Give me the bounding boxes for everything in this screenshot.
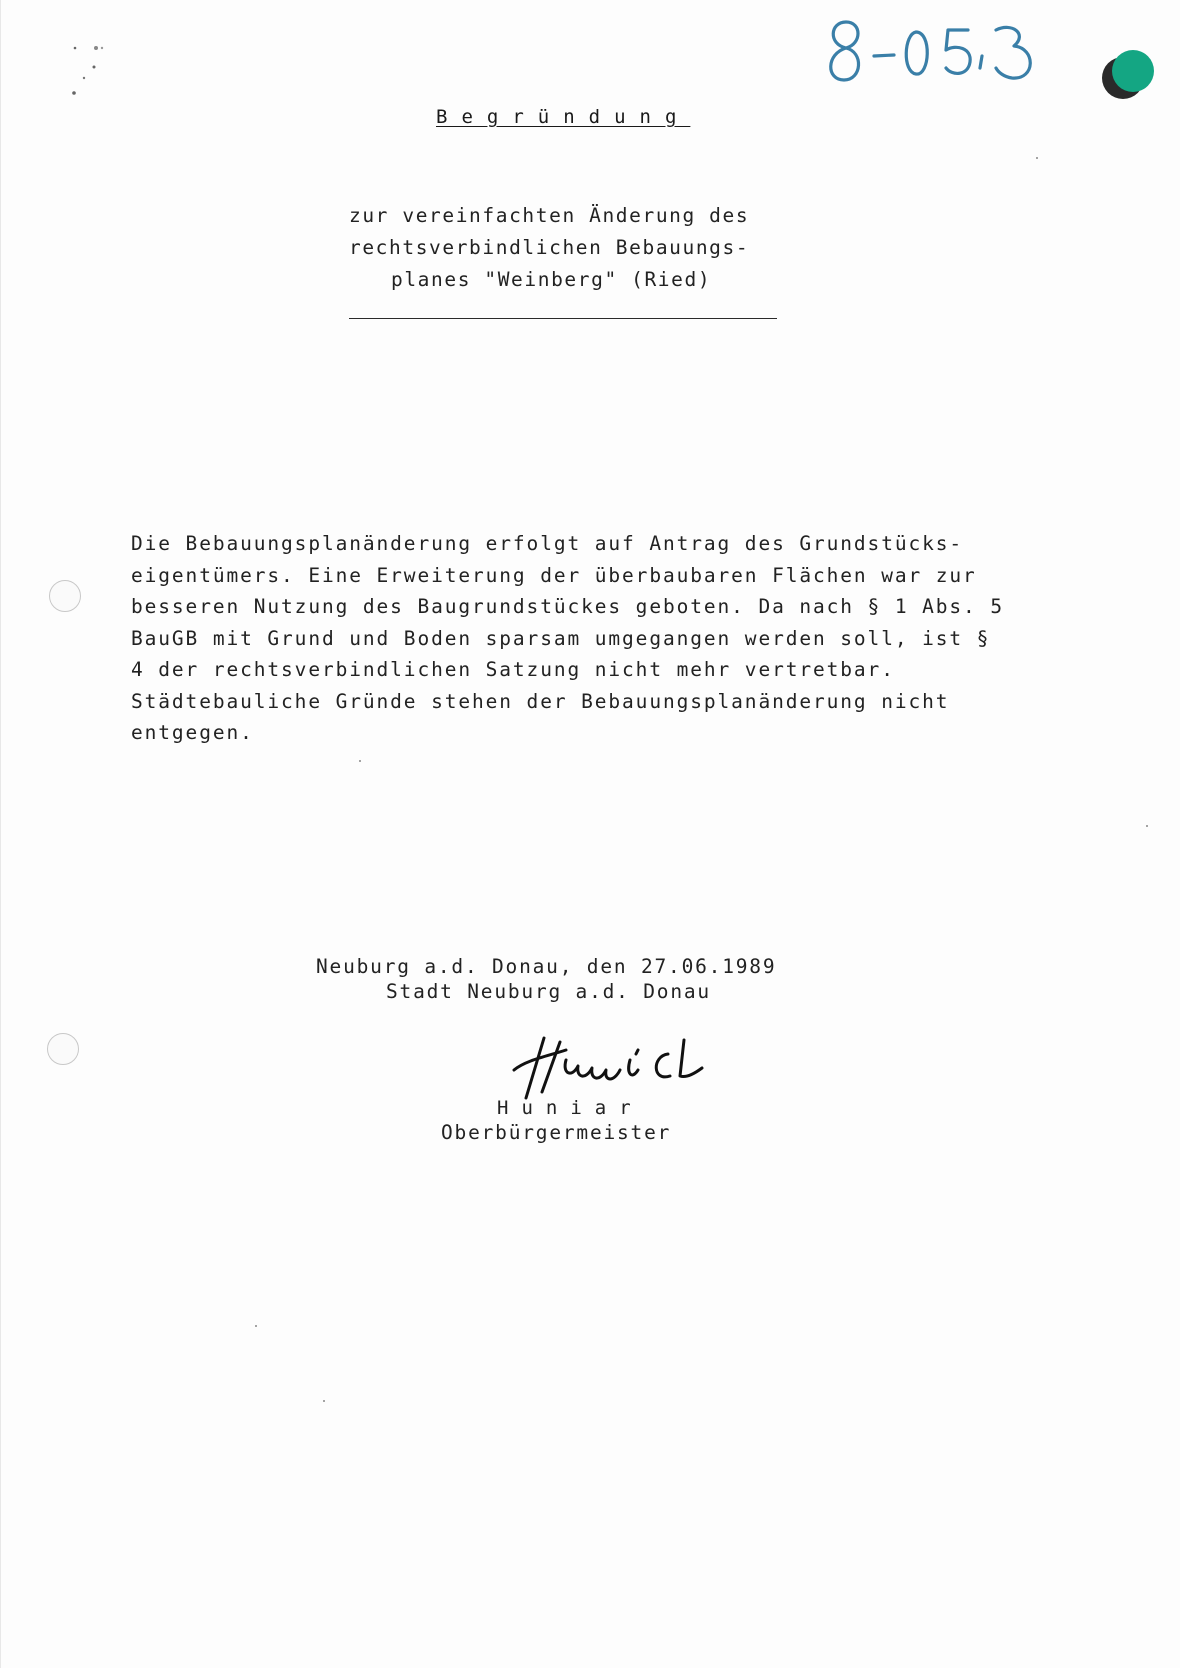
place-and-date: Neuburg a.d. Donau, den 27.06.1989 (316, 955, 777, 978)
subtitle-line: zur vereinfachten Änderung des (349, 204, 750, 227)
body-line: Die Bebauungsplanänderung erfolgt auf Antrag des Grundstücks- (131, 532, 964, 555)
body-line: Städtebauliche Gründe stehen der Bebauungsplanänderung nicht (131, 689, 950, 713)
sticker-face (1112, 50, 1154, 92)
subtitle-line: planes "Weinberg" (Ried) (391, 268, 712, 291)
scan-speck (1146, 825, 1148, 827)
body-paragraph (131, 528, 1051, 749)
signer-title: Oberbürgermeister (441, 1121, 672, 1144)
subtitle-line: rechtsverbindlichen Bebauungs- (349, 236, 750, 259)
body-line: entgegen. (131, 721, 254, 744)
document-subtitle (349, 200, 779, 296)
handwritten-file-number (816, 10, 1076, 95)
handwritten-file-number-drawing (816, 10, 1076, 95)
signer-name: Huniar (497, 1097, 644, 1119)
punch-hole (49, 580, 81, 612)
document-title: Begründung (436, 106, 691, 128)
body-line: besseren Nutzung des Baugrundstückes geboten. Da nach § 1 Abs. 5 (131, 595, 1004, 618)
scan-smudge-marks (69, 40, 129, 100)
green-sticker-dot (1101, 48, 1161, 103)
scan-speck (255, 1325, 257, 1327)
body-line: 4 der rechtsverbindlichen Satzung nicht mehr vertretbar. (131, 658, 895, 681)
body-line: eigentümers. Eine Erweiterung der überbaubaren Flächen war zur (131, 563, 977, 587)
subtitle-underline (349, 318, 777, 319)
body-line: BauGB mit Grund und Boden sparsam umgegangen werden soll, ist § (131, 626, 991, 650)
scan-speck (1036, 157, 1038, 159)
scan-speck (323, 1400, 325, 1402)
scan-speck (359, 760, 361, 762)
issuing-authority: Stadt Neuburg a.d. Donau (386, 980, 711, 1003)
punch-hole (47, 1033, 79, 1065)
handwritten-signature (506, 1030, 721, 1105)
